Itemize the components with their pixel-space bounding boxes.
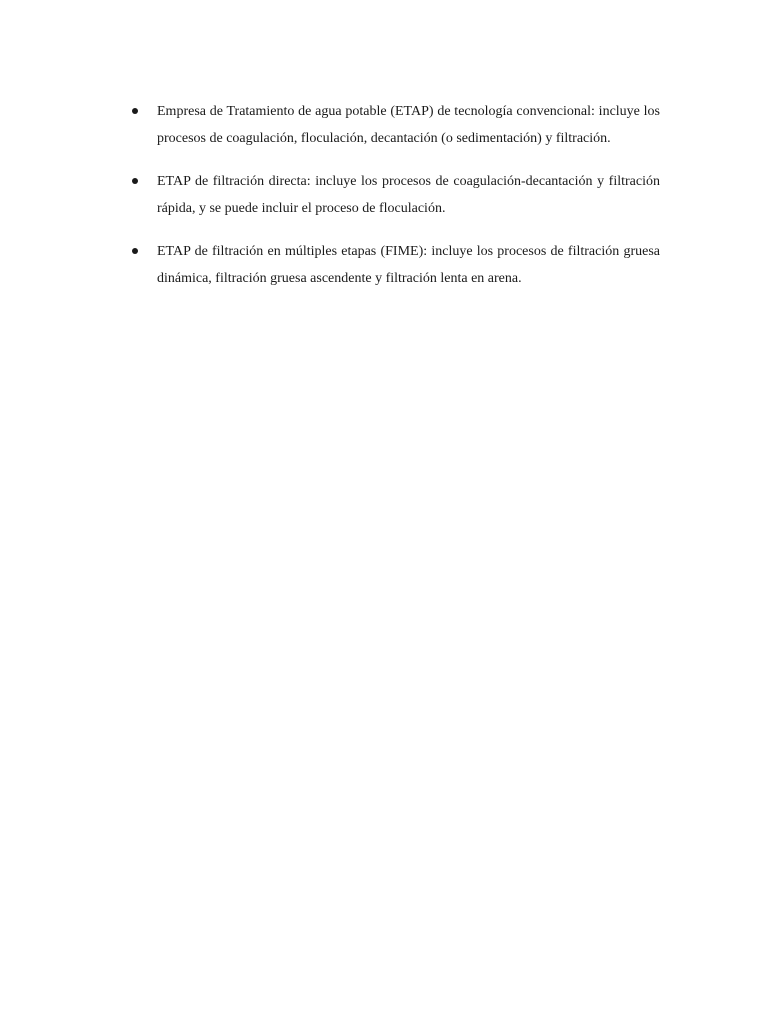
bullet-list — [128, 98, 660, 308]
list-item-text: ETAP de filtración directa: incluye los procesos de coagulación-decantación y filtración rápida, y se puede incluir el proceso de floculación. — [157, 174, 660, 216]
list-item — [128, 98, 660, 152]
list-item-text: ETAP de filtración en múltiples etapas (FIME): incluye los procesos de filtración gruesa dinámica, filtración gruesa ascendente y filtración lenta en arena. — [157, 244, 660, 286]
bullet-dot-icon — [132, 178, 138, 184]
bullet-dot-icon — [132, 108, 138, 114]
list-item — [128, 168, 660, 222]
list-item-text: Empresa de Tratamiento de agua potable (ETAP) de tecnología convencional: incluye los procesos de coagulación, floculación, decantación (o sedimentación) y filtración. — [157, 104, 660, 146]
bullet-dot-icon — [132, 248, 138, 254]
list-item — [128, 238, 660, 292]
